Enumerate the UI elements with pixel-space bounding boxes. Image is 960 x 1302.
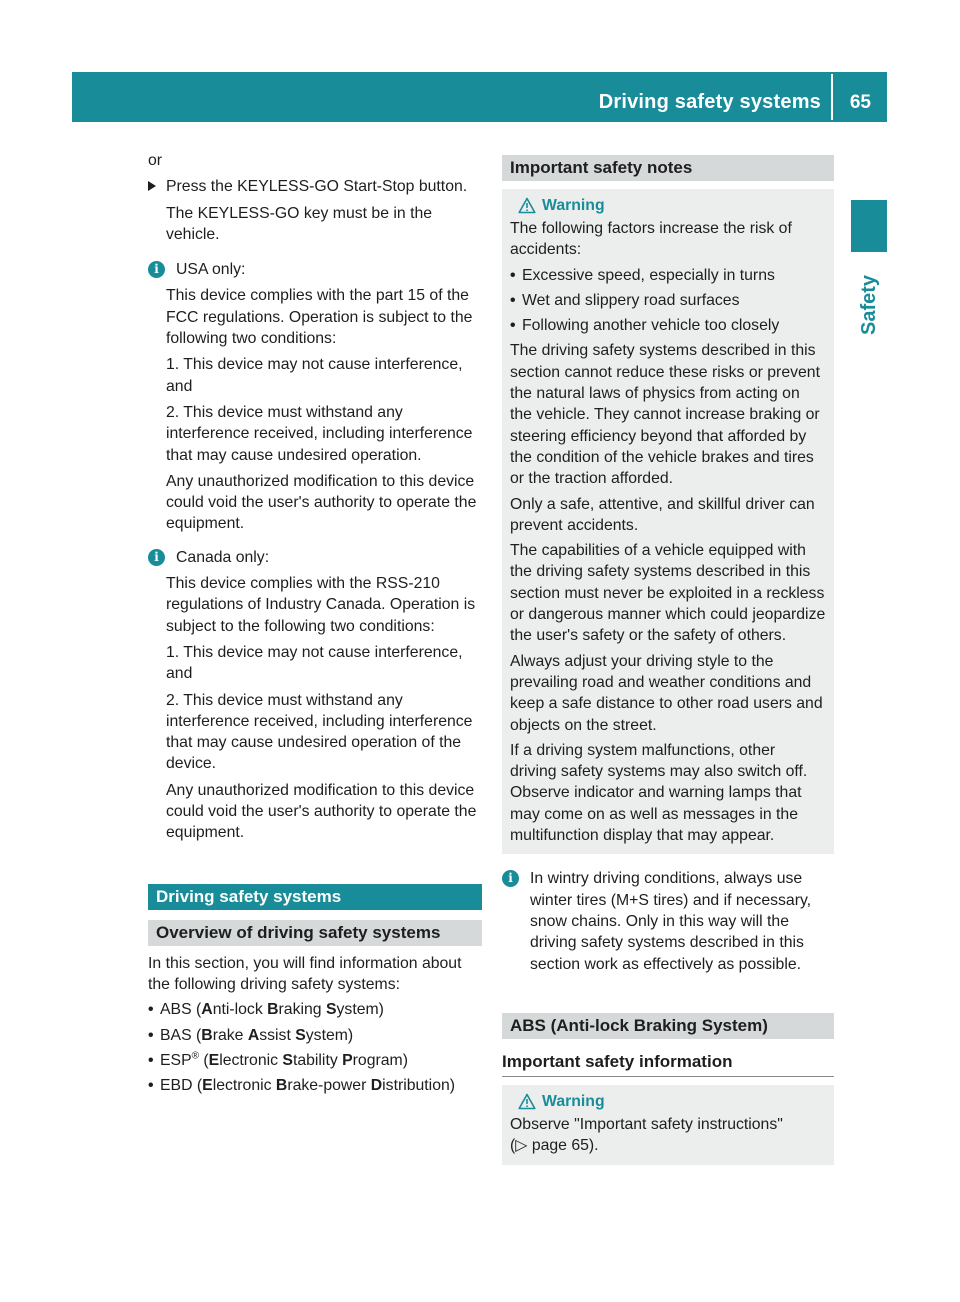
instruction-step xyxy=(148,176,482,197)
reference-arrow-icon: ▷ xyxy=(515,1137,528,1155)
side-tab-label: Safety xyxy=(858,274,880,335)
winter-info-text: In wintry driving conditions, always use winter tires (M+S tires) and if necessary, snow chains. Only in this way will the driving safety systems described in this section work as effectively as possible. xyxy=(530,870,812,973)
list-item: • ABS (Anti-lock Braking System) xyxy=(148,999,482,1020)
warning-para: Only a safe, attentive, and skillful driver can prevent accidents. xyxy=(510,495,815,534)
header-title: Driving safety systems xyxy=(598,91,821,113)
bullet-dot: • xyxy=(148,1001,154,1019)
usa-para: This device complies with the part 15 of the FCC regulations. Operation is subject to the following two conditions: xyxy=(166,287,473,348)
warning-box xyxy=(502,189,834,854)
canada-para: Any unauthorized modification to this device could void the user's authority to operate the equipment. xyxy=(166,781,477,842)
warning-box xyxy=(502,1085,834,1165)
warning-text: Observe "Important safety instructions" xyxy=(510,1116,783,1134)
info-icon: i xyxy=(148,261,165,278)
canada-para: 2. This device must withstand any interference received, including interference that may cause undesired operation of the device. xyxy=(166,691,473,773)
warning-para: Always adjust your driving style to the prevailing road and weather conditions and keep a safe distance to other road users and objects on the street. xyxy=(510,652,823,734)
canada-para: This device complies with the RSS-210 regulations of Industry Canada. Operation is subject to the following two conditions: xyxy=(166,575,476,635)
usa-para: Any unauthorized modification to this device could void the user's authority to operate the equipment. xyxy=(166,472,477,533)
warning-triangle-icon xyxy=(518,1093,536,1110)
overview-intro: In this section, you will find information about the following driving safety systems: xyxy=(148,954,462,993)
overview-title: Overview of driving safety systems xyxy=(148,920,482,946)
warning-header xyxy=(510,1091,826,1112)
page-number: 65 xyxy=(849,92,871,113)
canada-para: 1. This device may not cause interference, and xyxy=(166,643,463,683)
usa-para: 2. This device must withstand any interference received, including interference that may cause undesired operation. xyxy=(166,403,473,464)
systems-list xyxy=(148,999,482,1096)
usa-para: 1. This device may not cause interference, and xyxy=(166,356,463,395)
step-note: The KEYLESS-GO key must be in the vehicle. xyxy=(166,204,433,243)
usa-info xyxy=(148,259,482,280)
warning-intro: The following factors increase the risk of accidents: xyxy=(510,220,792,259)
list-item: • EBD (Electronic Brake-power Distribution) xyxy=(148,1075,482,1096)
usa-body xyxy=(148,285,482,534)
page-reference[interactable]: (▷ page 65). xyxy=(510,1137,599,1155)
winter-info xyxy=(502,868,834,974)
right-column xyxy=(502,155,834,1165)
canada-title: Canada only: xyxy=(176,548,270,566)
arrow-right-icon xyxy=(148,181,156,191)
header-divider xyxy=(831,74,833,120)
left-column xyxy=(148,150,482,1096)
list-item: • Excessive speed, especially in turns xyxy=(510,265,826,286)
or-text: or xyxy=(148,152,163,169)
warning-label: Warning xyxy=(542,1093,605,1111)
side-tab-marker xyxy=(851,200,887,252)
bullet-dot: • xyxy=(510,317,516,335)
warning-para: The capabilities of a vehicle equipped with the driving safety systems described in this section must never be exploited in a reckless or dangerous manner which could jeopardize the user's safety or the safety of others. xyxy=(510,542,826,645)
abs-title: ABS (Anti-lock Braking System) xyxy=(502,1013,834,1039)
bullet-dot: • xyxy=(148,1051,154,1069)
bullet-dot: • xyxy=(510,291,516,309)
step-text: Press the KEYLESS-GO Start-Stop button. xyxy=(166,178,468,196)
warning-header xyxy=(510,195,826,216)
bullet-dot: • xyxy=(148,1077,154,1095)
info-icon: i xyxy=(148,549,165,566)
abs-subheading: Important safety information xyxy=(502,1051,834,1077)
canada-body xyxy=(148,573,482,844)
usa-title: USA only: xyxy=(176,261,246,279)
list-item: • BAS (Brake Assist System) xyxy=(148,1025,482,1046)
notes-title: Important safety notes xyxy=(502,155,834,181)
bullet-dot: • xyxy=(510,266,516,284)
list-item: • ESP® (Electronic Stability Program) xyxy=(148,1050,482,1071)
list-item: • Wet and slippery road surfaces xyxy=(510,290,826,311)
section-title: Driving safety systems xyxy=(148,884,482,910)
canada-info xyxy=(148,547,482,568)
warning-para: If a driving system malfunctions, other driving safety systems may also switch off. Observe indicator and warning lamps that may come on as well as messages in the multifunction display that may appear. xyxy=(510,741,808,845)
risk-list xyxy=(510,265,826,337)
page-header xyxy=(72,72,887,122)
list-item: • Following another vehicle too closely xyxy=(510,315,826,336)
reference-page: page 65 xyxy=(531,1137,589,1155)
info-icon: i xyxy=(502,870,519,887)
warning-triangle-icon xyxy=(518,197,536,214)
bullet-dot: • xyxy=(148,1026,154,1044)
warning-para: The driving safety systems described in this section cannot reduce these risks or prevent the natural laws of physics from acting on the vehicle. They cannot increase braking or steering efficiency beyond that afforded by the condition of the vehicle brakes and tires or the traction afforded. xyxy=(510,342,820,488)
side-tab xyxy=(858,274,888,360)
warning-label: Warning xyxy=(542,197,605,214)
